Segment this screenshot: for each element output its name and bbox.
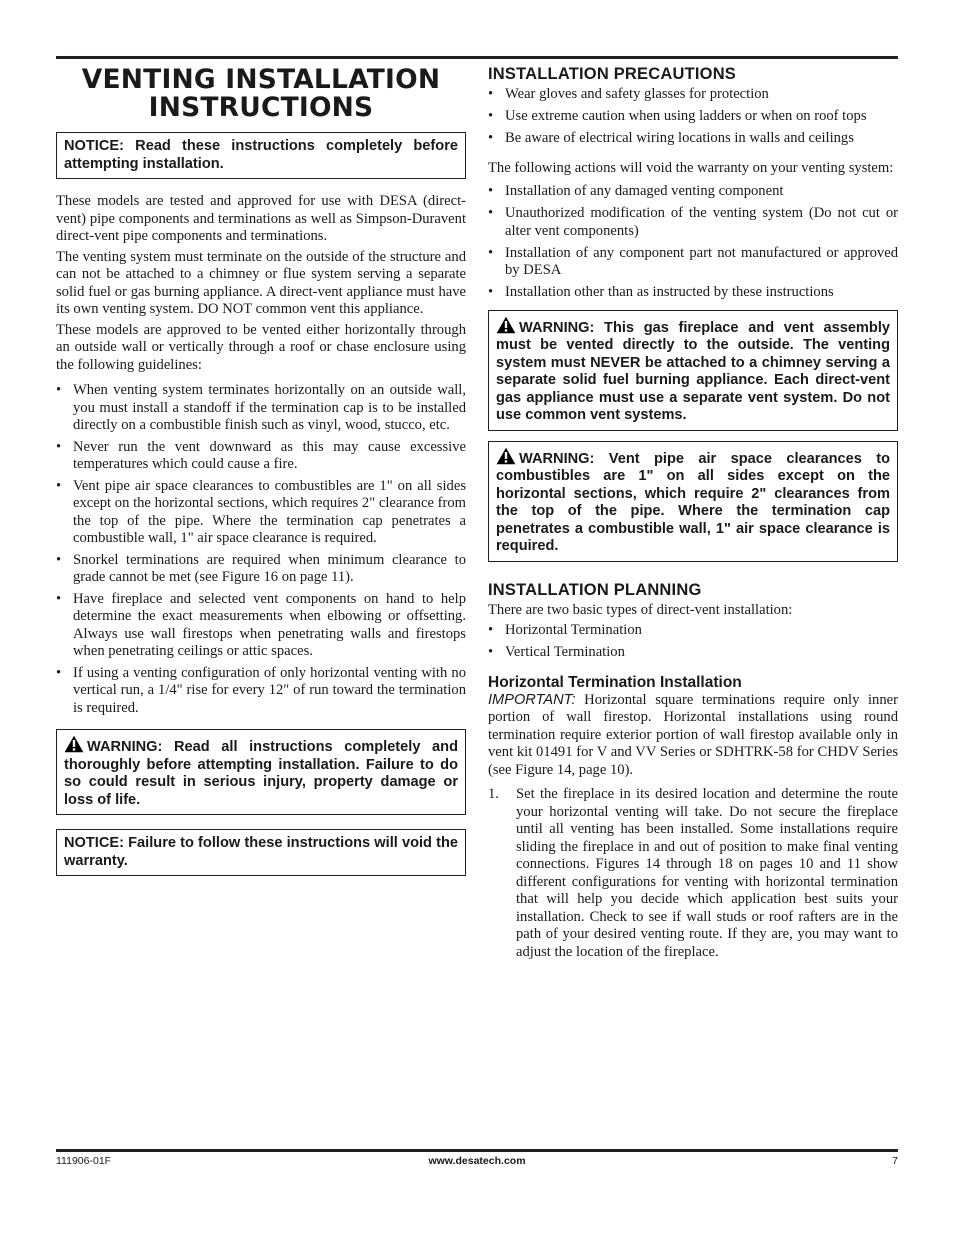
document-code: 111906-01F xyxy=(56,1155,112,1167)
list-item: • Horizontal Termination xyxy=(488,622,642,638)
important-note: IMPORTANT: Horizontal square terminations require only inner portion of wall firestop. Horizontal installations using round termination require exterior portion of wall firestop available only in vent kit 01491 for V and VV Series or SDHTRK-58 for CHDV Series (see Figure 14, page 10). xyxy=(488,691,898,778)
list-item: • Use extreme caution when using ladders or when on roof tops xyxy=(488,108,867,124)
paragraph-terminate-outside: The venting system must terminate on the outside of the structure and can not be attached to a chimney or flue system serving a separate solid fuel or gas burning appliance. A direct-vent appliance must have its own venting system. DO NOT common vent this appliance. xyxy=(56,248,466,317)
list-item: • When venting system terminates horizontally on an outside wall, you must install a standoff if the termination cap is to be installed directly on a combustible finish such as vinyl, wood, stucco, etc. xyxy=(56,382,466,433)
list-item: • Unauthorized modification of the venting system (Do not cut or alter vent components) xyxy=(488,205,898,239)
guidelines-list xyxy=(56,382,466,717)
bottom-rule xyxy=(56,1149,898,1152)
list-item: • Snorkel terminations are required when minimum clearance to grade cannot be met (see Figure 16 on page 11). xyxy=(56,551,466,585)
precautions-list xyxy=(488,86,898,148)
list-item: • Vent pipe air space clearances to combustibles are 1" on all sides except on the horizontal sections, which requires 2" clearance from the top of the pipe. Where the termination cap penetrates a combustible wall, 1" air space clearance is required. xyxy=(56,477,466,546)
warning-vent-outside: WARNING: This gas fireplace and vent assembly must be vented directly to the outside. The venting system must NEVER be attached to a chimney serving a separate solid fuel burning appliance. Each direct-vent gas appliance must use a separate vent system. Do not use common vent systems. xyxy=(488,310,898,431)
list-item: • If using a venting configuration of only horizontal venting with no vertical run, a 1/4" rise for every 12" of run toward the termination is required. xyxy=(56,664,466,716)
horizontal-steps-list xyxy=(488,786,898,961)
list-item: • Installation of any component part not manufactured or approved by DESA xyxy=(488,244,898,278)
top-rule xyxy=(56,56,898,59)
paragraph-venting-guidelines: These models are approved to be vented either horizontally through an outside wall or vertically through a roof or chase enclosure using the following guidelines: xyxy=(56,321,466,373)
page-number: 7 xyxy=(892,1155,898,1167)
left-column xyxy=(56,64,466,876)
paragraph-approved-components: These models are tested and approved for use with DESA (direct-vent) pipe components and terminations as well as Simpson-Duravent direct-vent pipe components and terminations. xyxy=(56,193,466,244)
void-actions-list xyxy=(488,183,898,302)
planning-heading: INSTALLATION PLANNING xyxy=(488,580,702,599)
notice-read-instructions: NOTICE: Read these instructions completely before attempting installation. xyxy=(56,132,466,179)
horizontal-termination-heading: Horizontal Termination Installation xyxy=(488,673,742,691)
list-item: • Wear gloves and safety glasses for protection xyxy=(488,86,769,102)
warning-triangle-icon xyxy=(64,735,84,753)
important-label: IMPORTANT: xyxy=(488,691,576,708)
list-item: 1. Set the fireplace in its desired location and determine the route your horizontal venting will take. Do not secure the fireplace until all venting has been installed. Some installations require sliding the fireplace in and out of position to make final venting connections. Figures 14 through 18 on pages 10 and 11 show different configurations for venting with horizontal termination that will help you decide which application best suits your installation. Check to see if wall studs or roof rafters are in the path of your desired venting route. If they are, you may want to adjust the location of the fireplace. xyxy=(488,786,898,960)
warning-triangle-icon xyxy=(496,316,516,334)
page-title xyxy=(56,66,466,122)
list-item: • Have fireplace and selected vent components on hand to help determine the exact measurements when elbowing or offsetting. Always use wall firestops when penetrating walls and firestops when penetrating ceilings or attic spaces. xyxy=(56,590,466,659)
list-item: • Be aware of electrical wiring locations in walls and ceilings xyxy=(488,130,854,146)
list-item: • Never run the vent downward as this may cause excessive temperatures which could cause a fire. xyxy=(56,438,466,472)
website-link[interactable]: www.desatech.com xyxy=(428,1155,526,1167)
list-item: • Vertical Termination xyxy=(488,644,625,660)
warning-air-space-clearances: WARNING: Vent pipe air space clearances to combustibles are 1" on all sides except on the horizontal sections, which require 2" clearances from the top of the pipe. Where the termination cap penetrates a combustible wall, 1" air space clearance is required. xyxy=(488,441,898,562)
list-item: • Installation of any damaged venting component xyxy=(488,183,784,199)
warning-read-all-instructions: WARNING: Read all instructions completely and thoroughly before attempting installation. Failure to do so could result in serious injury, property damage or loss of life. xyxy=(56,729,466,815)
precautions-heading: INSTALLATION PRECAUTIONS xyxy=(488,65,737,83)
list-item: • Installation other than as instructed by these instructions xyxy=(488,284,834,300)
warning-triangle-icon xyxy=(496,447,516,465)
planning-intro: There are two basic types of direct-vent installation: xyxy=(488,601,793,618)
right-column xyxy=(488,64,898,961)
void-warranty-intro: The following actions will void the warranty on your venting system: xyxy=(488,159,894,176)
title-line-1: VENTING INSTALLATION xyxy=(81,64,441,95)
installation-types-list xyxy=(488,622,898,662)
title-line-2: INSTRUCTIONS xyxy=(148,92,374,123)
notice-void-warranty: NOTICE: Failure to follow these instructions will void the warranty. xyxy=(56,829,466,876)
